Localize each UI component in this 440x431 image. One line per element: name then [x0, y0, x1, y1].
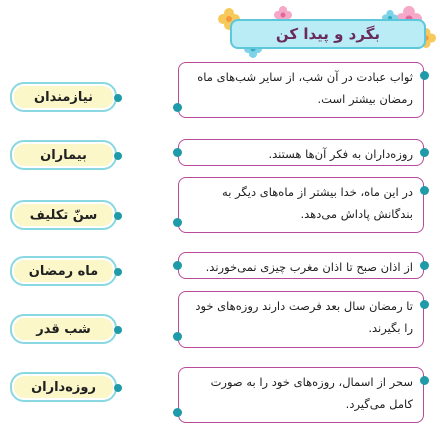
title-banner — [216, 6, 438, 58]
sentence-card[interactable] — [178, 139, 424, 166]
connector-dot[interactable] — [173, 218, 182, 227]
connector-dot[interactable] — [173, 408, 182, 417]
term-label: سنّ تکلیف — [29, 207, 98, 223]
bullet-dot — [420, 261, 429, 270]
sentence-text: از اذان صبح تا اذان مغرب چیزی نمی‌خورند. — [205, 260, 413, 274]
bullet-dot — [420, 148, 429, 157]
sentence-text: سحر از اسمال، روزه‌های خود را به صورت کامل می‌گیرد. — [210, 375, 413, 411]
term-pill[interactable] — [10, 140, 117, 170]
term-label: بیماران — [40, 147, 87, 163]
sentence-card[interactable] — [178, 291, 424, 348]
connector-dot[interactable] — [114, 268, 122, 276]
bullet-dot — [420, 186, 429, 195]
connector-dot[interactable] — [173, 332, 182, 341]
term-pill[interactable] — [10, 256, 117, 286]
term-label: ماه رمضان — [28, 263, 99, 279]
bullet-dot — [420, 376, 429, 385]
term-label: نیازمندان — [34, 89, 93, 105]
sentence-text: روزه‌داران به فکر آن‌ها هستند. — [268, 147, 413, 161]
connector-dot[interactable] — [173, 261, 182, 270]
term-pill[interactable] — [10, 314, 117, 344]
sentence-card[interactable] — [178, 367, 424, 423]
sentence-text: ثواب عبادت در آن شب، از سایر شب‌های ماه رمضان بیشتر است. — [197, 70, 413, 106]
sentence-card[interactable] — [178, 252, 424, 279]
connector-dot[interactable] — [114, 212, 122, 220]
term-label: روزه‌داران — [31, 379, 96, 395]
term-pill[interactable] — [10, 372, 117, 402]
bullet-dot — [420, 71, 429, 80]
connector-dot[interactable] — [114, 384, 122, 392]
connector-dot[interactable] — [114, 152, 122, 160]
connector-dot[interactable] — [114, 326, 122, 334]
connector-dot[interactable] — [114, 94, 122, 102]
sentence-card[interactable] — [178, 177, 424, 233]
term-label: شب قدر — [36, 321, 91, 337]
sentence-text: تا رمضان سال بعد فرصت دارند روزه‌های خود را بگیرند. — [195, 299, 413, 335]
connector-dot[interactable] — [173, 103, 182, 112]
bullet-dot — [420, 300, 429, 309]
connector-dot[interactable] — [173, 148, 182, 157]
page-title: بگرد و پیدا کن — [230, 19, 426, 49]
term-pill[interactable] — [10, 200, 117, 230]
term-pill[interactable] — [10, 82, 117, 112]
sentence-text: در این ماه، خدا بیشتر از ماه‌های دیگر به بندگانش پاداش می‌دهد. — [222, 185, 413, 221]
sentence-card[interactable] — [178, 62, 424, 118]
